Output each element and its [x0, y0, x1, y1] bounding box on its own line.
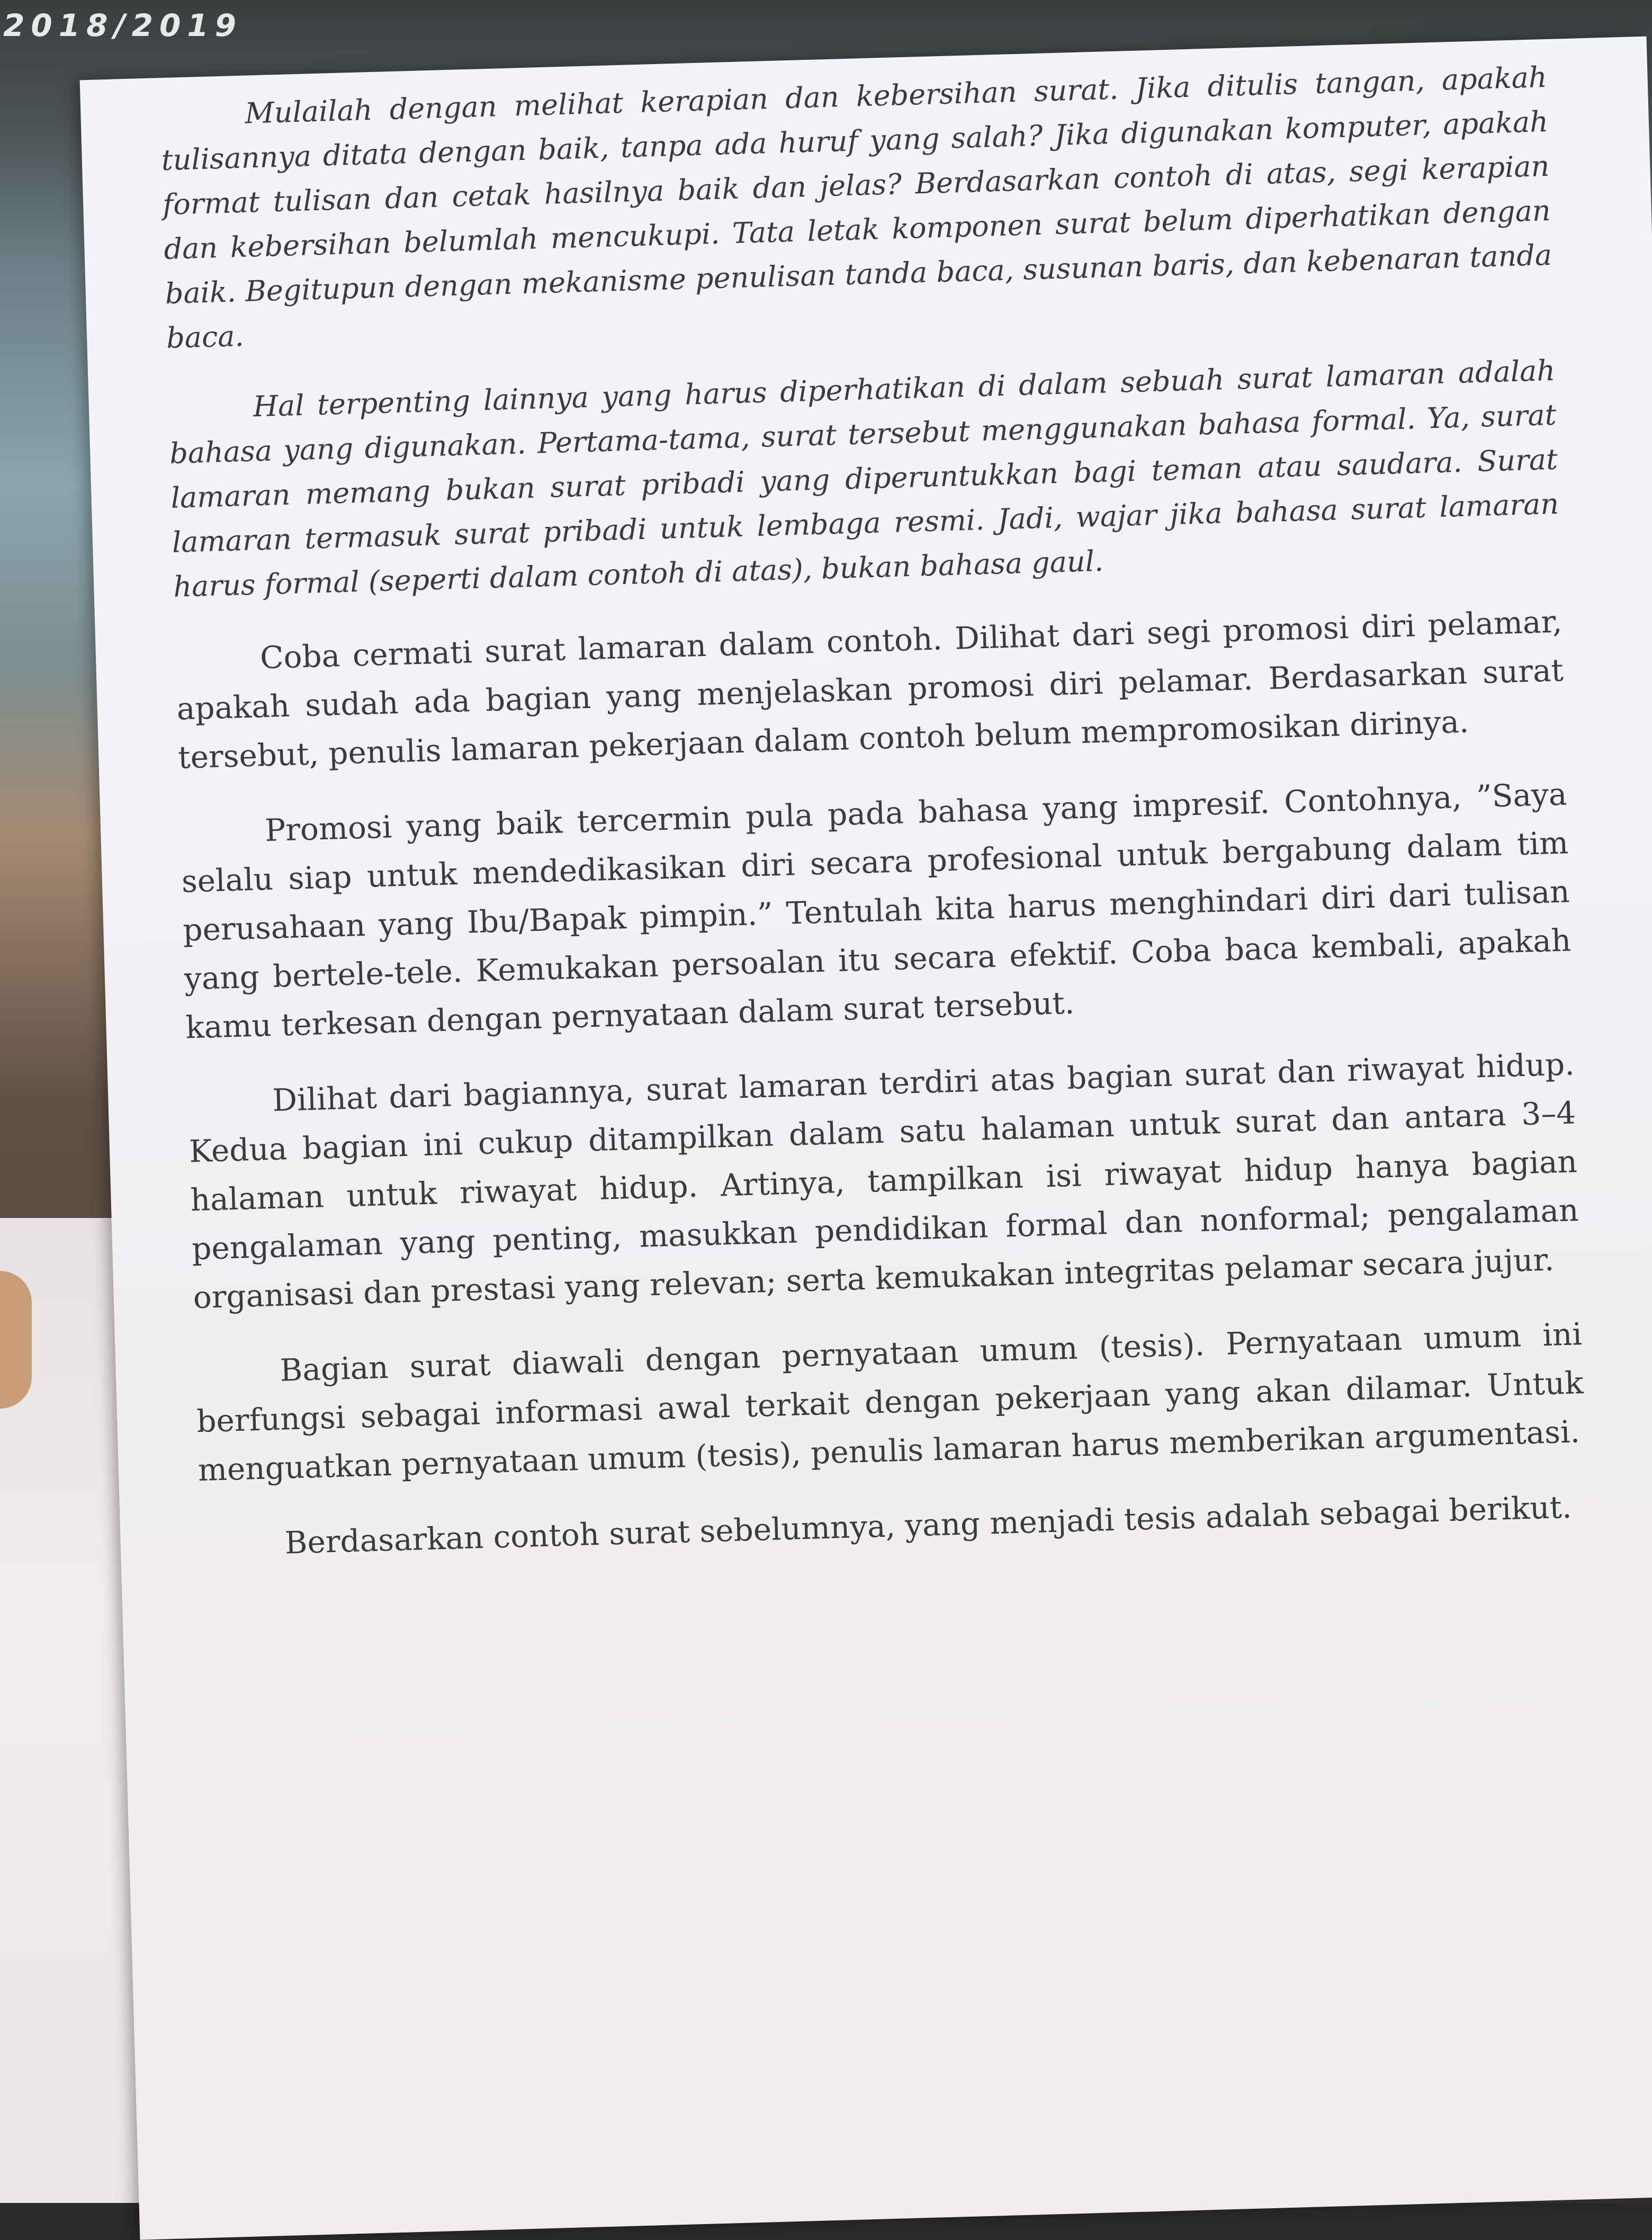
paragraph-bagian-surat: Dilihat dari bagiannya, surat lamaran terdiri atas bagian surat dan riwayat hidup. Kedua bagian ini cukup ditampilkan dalam satu halaman untuk surat dan antara 3–4 halaman untuk riwayat hidup. Artinya, tampilkan isi riwayat hidup hanya bagian pengalaman yang penting, masukkan pendidikan formal dan nonformal; pengalaman organisasi dan prestasi yang relevan; serta kemukakan integritas pelamar secara jujur.	[188, 1046, 1579, 1316]
page-content	[159, 55, 1588, 1596]
book-page	[80, 37, 1652, 2240]
paragraph-contoh-tesis: Berdasarkan contoh surat sebelumnya, yang menjadi tesis adalah sebagai berikut.	[284, 1489, 1573, 1561]
paragraph-tesis: Bagian surat diawali dengan pernyataan umum (tesis). Pernyataan umum ini berfungsi sebagai informasi awal terkait dengan pekerjaan yang akan dilamar. Untuk menguatkan pernyataan umum (tesis), penulis lamaran harus memberikan argumentasi.	[196, 1316, 1584, 1489]
paragraph-kerapian: Mulailah dengan melihat kerapian dan kebersihan surat. Jika ditulis tangan, apakah tulisannya ditata dengan baik, tanpa ada huruf yang salah? Jika digunakan komputer, apakah format tulisan dan cetak hasilnya baik dan jelas? Berdasarkan contoh di atas, segi kerapian dan kebersihan belumlah mencukupi. Tata letak komponen surat belum diperhatikan dengan baik. Begitupun dengan mekanisme penulisan tanda baca, susunan baris, dan kebenaran tanda baca.	[160, 60, 1552, 355]
paragraph-bahasa: Hal terpenting lainnya yang harus diperhatikan di dalam sebuah surat lamaran adalah bahasa yang digunakan. Pertama-tama, surat tersebut menggunakan bahasa formal. Ya, surat lamaran memang bukan surat pribadi yang diperuntukkan bagi teman atau saudara. Surat lamaran termasuk surat pribadi untuk lembaga resmi. Jadi, wajar jika bahasa surat lamaran harus formal (seperti dalam contoh di atas), bukan bahasa gaul.	[169, 353, 1559, 604]
paragraph-promosi-diri: Coba cermati surat lamaran dalam contoh. Dilihat dari segi promosi diri pelamar, apakah sudah ada bagian yang menjelaskan promosi diri pelamar. Berdasarkan surat tersebut, penulis lamaran pekerjaan dalam contoh belum mempromosikan dirinya.	[176, 603, 1564, 776]
paragraph-bahasa-impresif: Promosi yang baik tercermin pula pada bahasa yang impresif. Contohnya, ”Saya selalu siap untuk mendedikasikan diri secara profesional untuk bergabung dalam tim perusahaan yang Ibu/Bapak pimpin.” Tentulah kita harus menghindari diri dari tulisan yang bertele-tele. Kemukakan persoalan itu secara efektif. Coba baca kembali, apakah kamu terkesan dengan pernyataan dalam surat tersebut.	[181, 776, 1572, 1046]
finger	[0, 1271, 32, 1409]
year-label: 2018/2019	[3, 7, 243, 43]
